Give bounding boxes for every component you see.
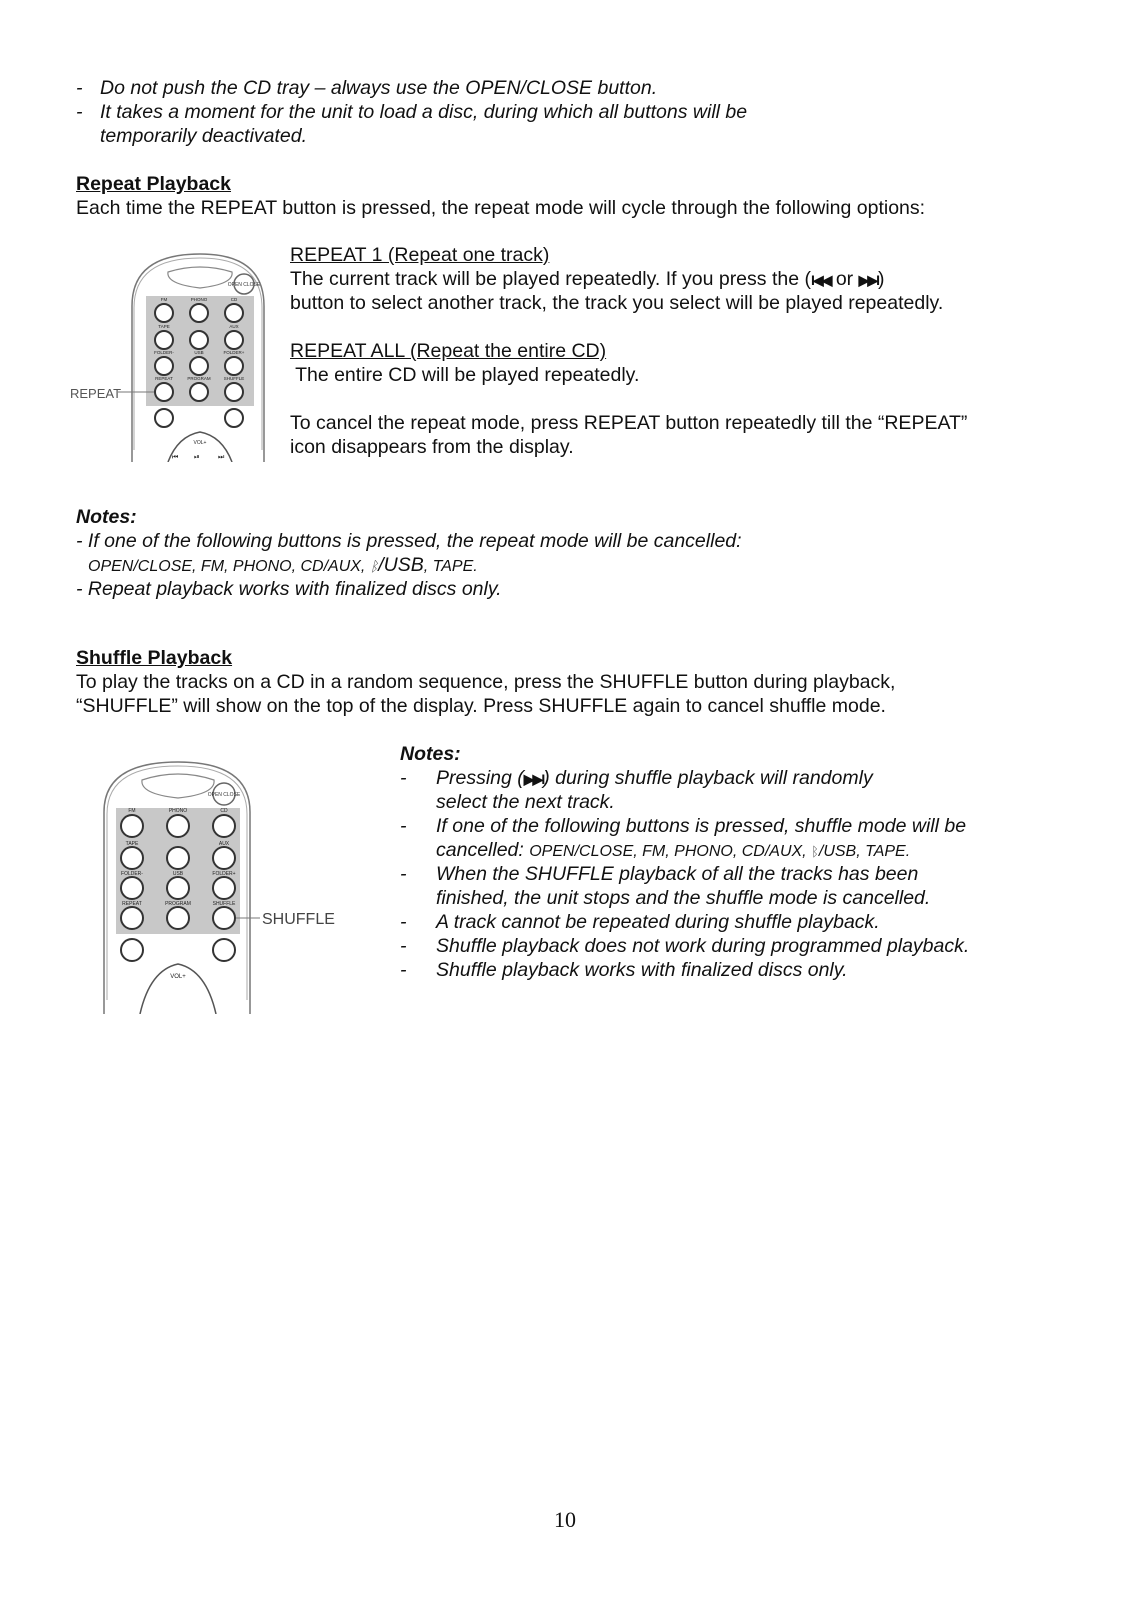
svg-text:PROGRAM: PROGRAM	[187, 376, 211, 381]
bluetooth-icon: ᛒ	[811, 844, 819, 859]
manual-page: - Do not push the CD tray – always use the OPEN/CLOSE button. - It takes a moment for the unit to load a disc, during which all buttons will be temporarily deactivated. Repeat Playback Each time the REPEAT button is pressed, the repeat mode will cycle through the following options: OPEN CLOSE FM PHONO CD TAPE AUX FOLDER- USB FOLDER+ REPEAT PROGRAM SHUFFLE VOL+ ⏮ ⏯ ⏭ REPEAT REPEAT 1 (Repeat one track) The current track will be played repeatedly. If you press the (I◀◀ or ▶▶I) button to select another track, the track you select will be played repeatedly. REPEAT ALL (Repeat the entire CD) The entire CD will be played repeatedly. To cancel the repeat mode, press REPEAT button repeatedly till the “REPEAT” icon disappears from the display. Notes: - If one of the following buttons is pressed, the repeat mode will be cancelled: OPEN/CLOSE, FM, PHONO, CD/AUX, ᛒ/USB, TAPE. - Repeat playback works with finalized discs only. Shuffle Playback To play the tracks on a CD in a random sequence, press the SHUFFLE button during playback, “SHUFFLE” will show on the top of the display. Press SHUFFLE again to cancel shuffle mode. OPEN CLOSE FM PHONO CD TAPE AUX FOLDER- USB FOLDER+ REPEAT PROGRAM SHUFFLE VOL+ SHUFFLE Notes: - Pressing (▶▶I) during shuffle playback will randomly select the next track. - If one of the following buttons is pressed, shuffle mode will be cancelled: OPEN/CLOSE, FM, PHONO, CD/AUX, ᛒ/USB, TAPE. - When the SHUFFLE playback of all the tracks has been finished, the unit stops and the shuffle mode is cancelled. - A track cannot be repeated during shuffle playback. - Shuffle playback does not work during programmed playback. - Shuffle playback works with finalized discs only. 10	[0, 0, 1130, 1600]
shuffle-callout-label: SHUFFLE	[262, 911, 335, 928]
play-pause-icon: ⏯	[194, 454, 200, 461]
svg-text:OPEN CLOSE: OPEN CLOSE	[207, 792, 241, 798]
skip-back-icon: I◀◀	[810, 272, 831, 288]
svg-text:PHONO: PHONO	[168, 808, 188, 814]
repeat-cancel-line1: To cancel the repeat mode, press REPEAT button repeatedly till the “REPEAT”	[290, 412, 968, 434]
page-number: 10	[554, 1507, 576, 1532]
svg-text:FOLDER+: FOLDER+	[223, 350, 245, 355]
shuffle-notes-list: - Pressing (▶▶I) during shuffle playback will randomly select the next track. - If one of the following buttons is pressed, shuffle mode will be cancelled: OPEN/CLOSE, FM, PHONO, CD/AUX, ᛒ/USB, TAPE. - When the SHUFFLE playback of all the tracks has been finished, the unit stops and the shuffle mode is cancelled. - A track cannot be repeated during shuffle playback. - Shuffle playback does not work during programmed playback. - Shuffle playback works with finalized discs only.	[400, 767, 970, 981]
repeat-note-1: - If one of the following buttons is pressed, the repeat mode will be cancelled:	[76, 530, 742, 552]
remote-control-image	[100, 752, 350, 1014]
svg-text:SHUFFLE: SHUFFLE	[212, 901, 236, 907]
svg-text:CD: CD	[230, 297, 238, 302]
svg-text:PHONO: PHONO	[190, 297, 208, 302]
remote-control-image	[68, 240, 268, 462]
svg-text:AUX: AUX	[218, 841, 230, 847]
repeat-heading: Repeat Playback	[76, 173, 232, 195]
prev-track-icon: ⏮	[172, 454, 179, 461]
svg-text:USB: USB	[172, 871, 184, 877]
shuffle-intro-1: To play the tracks on a CD in a random sequence, press the SHUFFLE button during playback,	[76, 671, 896, 693]
svg-text:OPEN CLOSE: OPEN CLOSE	[227, 282, 261, 288]
svg-text:FM: FM	[128, 808, 136, 814]
repeat-note-2: - Repeat playback works with finalized discs only.	[76, 578, 502, 600]
repeat1-line2: button to select another track, the track you select will be played repeatedly.	[290, 292, 944, 314]
svg-text:TAPE: TAPE	[125, 841, 139, 847]
svg-text:AUX: AUX	[229, 324, 239, 329]
remote-illustration-shuffle	[100, 752, 350, 1014]
svg-text:VOL+: VOL+	[193, 440, 207, 446]
next-track-icon: ⏭	[218, 454, 225, 461]
svg-text:FOLDER+: FOLDER+	[212, 871, 236, 877]
svg-text:PROGRAM: PROGRAM	[165, 901, 191, 907]
svg-text:FM: FM	[160, 297, 168, 302]
repeat-notes-heading: Notes:	[76, 506, 137, 528]
skip-forward-icon: ▶▶I	[523, 771, 544, 787]
repeatall-text: The entire CD will be played repeatedly.	[290, 364, 640, 386]
skip-forward-icon: ▶▶I	[858, 272, 879, 288]
shuffle-heading: Shuffle Playback	[76, 647, 233, 669]
svg-text:VOL+: VOL+	[170, 974, 186, 980]
svg-text:FOLDER-: FOLDER-	[154, 350, 174, 355]
repeatall-title: REPEAT ALL (Repeat the entire CD)	[290, 340, 607, 362]
repeat1-line1: The current track will be played repeatedly. If you press the (I◀◀ or ▶▶I)	[290, 268, 885, 290]
repeat1-title: REPEAT 1 (Repeat one track)	[290, 244, 550, 266]
shuffle-notes-heading: Notes:	[400, 743, 461, 765]
svg-text:REPEAT: REPEAT	[155, 376, 173, 381]
svg-text:TAPE: TAPE	[158, 324, 170, 329]
repeat-intro: Each time the REPEAT button is pressed, the repeat mode will cycle through the following options:	[76, 197, 926, 219]
svg-text:REPEAT: REPEAT	[122, 901, 142, 907]
svg-text:USB: USB	[194, 350, 204, 355]
repeat-cancel-line2: icon disappears from the display.	[290, 436, 574, 458]
svg-text:SHUFFLE: SHUFFLE	[223, 376, 245, 381]
svg-text:CD: CD	[220, 808, 228, 814]
bluetooth-icon: ᛒ	[369, 558, 379, 574]
svg-text:FOLDER-: FOLDER-	[121, 871, 143, 877]
repeat-note-1-buttons: OPEN/CLOSE, FM, PHONO, CD/AUX, ᛒ/USB, TAPE.	[88, 554, 478, 576]
repeat-callout-label: REPEAT	[70, 386, 122, 401]
shuffle-intro-2: “SHUFFLE” will show on the top of the display. Press SHUFFLE again to cancel shuffle mode.	[76, 695, 886, 717]
remote-illustration-repeat	[68, 240, 268, 462]
